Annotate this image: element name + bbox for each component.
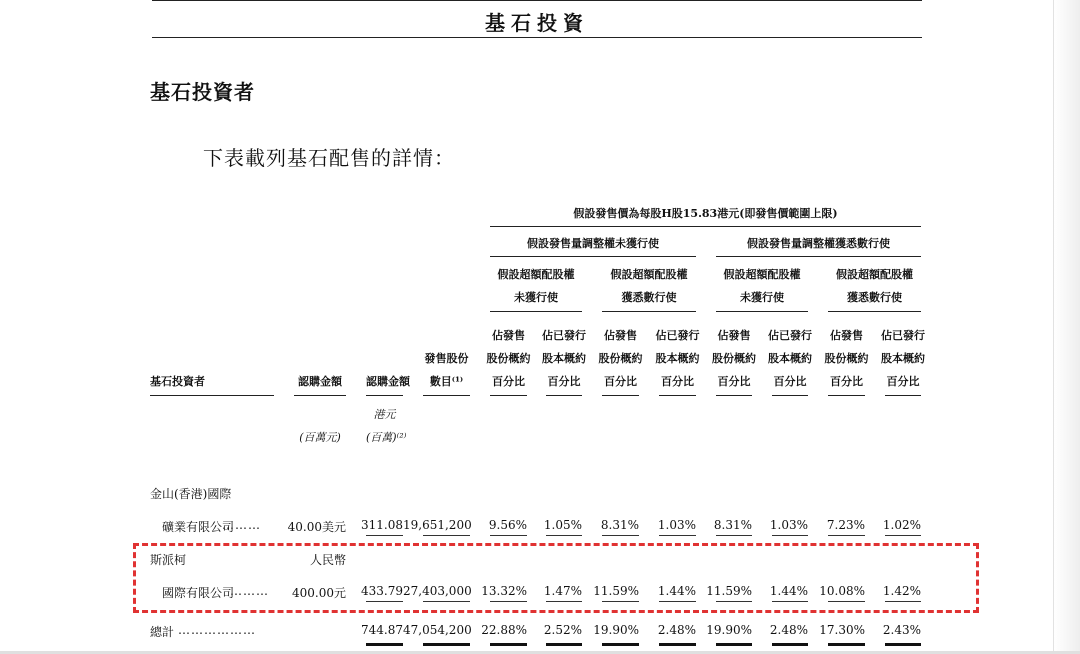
header-subscription-amount-rule bbox=[294, 395, 346, 396]
pct-header-6-rule bbox=[772, 395, 808, 396]
pct-header-5-line3: 百分比 bbox=[717, 375, 751, 388]
row1-amount: 40.00美元 bbox=[287, 520, 346, 534]
row2-value-2: 27,403,000 bbox=[403, 584, 472, 598]
pct-header-7-line2: 股份概約 bbox=[824, 352, 869, 365]
row1-value-3: 9.56% bbox=[488, 518, 527, 532]
row1-value-8: 1.03% bbox=[769, 518, 808, 532]
row1-value-4: 1.05% bbox=[543, 518, 582, 532]
total-total-bar-1 bbox=[366, 643, 403, 646]
row1-value-rule-2 bbox=[423, 535, 470, 536]
row2-name-line1: 斯派柯 bbox=[150, 553, 187, 567]
header-subscription-amount-hkd: 認購金額 bbox=[366, 375, 410, 388]
unit-hkd-line1: 港元 bbox=[373, 408, 396, 421]
row1-value-rule-8 bbox=[772, 535, 808, 536]
header-group-exercised: 假設發售量調整權獲悉數行使 bbox=[747, 237, 890, 250]
total-total-bar-3 bbox=[490, 643, 527, 646]
row2-value-7: 11.59% bbox=[706, 584, 752, 598]
subgroup-a2-line2: 獲悉數行使 bbox=[621, 291, 677, 304]
row1-value-rule-6 bbox=[659, 535, 696, 536]
subgroup-a1-line2: 未獲行使 bbox=[514, 291, 558, 304]
total-value-3: 22.88% bbox=[481, 623, 527, 637]
pct-header-1-line3: 百分比 bbox=[492, 375, 525, 388]
total-total-bar-10 bbox=[885, 643, 921, 646]
subgroup-b1-line1: 假設超額配股權 bbox=[723, 268, 801, 281]
page-header-title: 基石投資 bbox=[485, 11, 589, 35]
row1-value-5: 8.31% bbox=[600, 518, 639, 532]
subgroup-b2-line1: 假設超額配股權 bbox=[836, 268, 913, 281]
subgroup-b2-line2: 獲悉數行使 bbox=[847, 291, 902, 304]
subgroup-a2-line1: 假設超額配股權 bbox=[610, 268, 688, 281]
total-total-bar-4 bbox=[546, 643, 582, 646]
row2-value-10: 1.42% bbox=[882, 584, 921, 598]
total-total-bar-2 bbox=[423, 643, 470, 646]
subgroup-a1-rule bbox=[490, 311, 582, 312]
total-value-6: 2.48% bbox=[657, 623, 696, 637]
pct-header-1-line1: 佔發售 bbox=[492, 329, 525, 342]
header-group-exercised-rule bbox=[716, 256, 921, 257]
row1-value-10: 1.02% bbox=[882, 518, 921, 532]
pct-header-3-line2: 股份概約 bbox=[598, 352, 643, 365]
subgroup-b1-rule bbox=[716, 311, 808, 312]
header-group-unexercised-rule bbox=[490, 256, 696, 257]
header-investor-rule bbox=[150, 395, 274, 396]
pct-header-2-line3: 百分比 bbox=[547, 375, 581, 388]
total-value-8: 2.48% bbox=[769, 623, 808, 637]
total-value-2: 47,054,200 bbox=[403, 623, 472, 637]
total-label: 總計 bbox=[150, 625, 175, 639]
pct-header-4-line2: 股本概約 bbox=[655, 352, 700, 365]
total-total-bar-5 bbox=[602, 643, 639, 646]
pct-header-7-line3: 百分比 bbox=[830, 375, 863, 388]
pct-header-5-line2: 股份概約 bbox=[712, 352, 756, 365]
row1-name-line2: 礦業有限公司 bbox=[162, 520, 235, 534]
row1-value-7: 8.31% bbox=[713, 518, 752, 532]
pct-header-4-line3: 百分比 bbox=[661, 375, 694, 388]
header-offer-shares-line1: 發售股份 bbox=[424, 352, 469, 365]
pct-header-6-line3: 百分比 bbox=[773, 375, 807, 388]
header-top-rule bbox=[490, 226, 921, 227]
pct-header-6-line2: 股本概約 bbox=[768, 352, 812, 365]
scan-edge bbox=[1053, 0, 1080, 654]
header-subscription-amount: 認購金額 bbox=[298, 375, 342, 388]
subgroup-a1-line1: 假設超額配股權 bbox=[497, 268, 575, 281]
row1-value-rule-7 bbox=[716, 535, 752, 536]
intro-text: 下表載列基石配售的詳情： bbox=[203, 146, 455, 170]
row2-value-9: 10.08% bbox=[819, 584, 865, 598]
unit-millions: (百萬元) bbox=[299, 431, 341, 444]
row2-value-4: 1.47% bbox=[543, 584, 582, 598]
total-value-4: 2.52% bbox=[543, 623, 582, 637]
total-value-9: 17.30% bbox=[819, 623, 865, 637]
pct-header-2-line2: 股本概約 bbox=[542, 352, 586, 365]
pct-header-8-line1: 佔已發行 bbox=[881, 329, 925, 342]
row2-value-8: 1.44% bbox=[769, 584, 808, 598]
header-group-unexercised: 假設發售量調整權未獲行使 bbox=[527, 237, 659, 250]
pct-header-6-line1: 佔已發行 bbox=[768, 329, 812, 342]
pct-header-8-line2: 股本概約 bbox=[881, 352, 925, 365]
row1-value-rule-1 bbox=[366, 535, 403, 536]
subgroup-b1-line2: 未獲行使 bbox=[740, 291, 784, 304]
pct-header-2-rule bbox=[546, 395, 582, 396]
total-total-bar-6 bbox=[659, 643, 696, 646]
pct-header-8-line3: 百分比 bbox=[886, 375, 920, 388]
row1-value-2: 19,651,200 bbox=[403, 518, 472, 532]
total-dots: ……………… bbox=[178, 623, 256, 637]
highlight-box bbox=[133, 543, 979, 613]
row1-name-line1: 金山(香港)國際 bbox=[150, 487, 232, 501]
pct-header-5-rule bbox=[716, 395, 752, 396]
total-value-5: 19.90% bbox=[593, 623, 639, 637]
pct-header-1-line2: 股份概約 bbox=[486, 352, 531, 365]
subgroup-a2-rule bbox=[602, 311, 696, 312]
row2-amount-line1: 人民幣 bbox=[309, 553, 346, 567]
row1-value-rule-4 bbox=[546, 535, 582, 536]
row2-value-6: 1.44% bbox=[657, 584, 696, 598]
page-header bbox=[152, 0, 922, 38]
row1-value-6: 1.03% bbox=[657, 518, 696, 532]
pct-header-1-rule bbox=[490, 395, 527, 396]
total-value-7: 19.90% bbox=[706, 623, 752, 637]
row2-dots: ……… bbox=[230, 584, 269, 598]
row1-value-rule-5 bbox=[602, 535, 639, 536]
pct-header-4-line1: 佔已發行 bbox=[655, 329, 700, 342]
header-subscription-amount-hkd-rule bbox=[366, 395, 403, 396]
row2-amount-line2: 400.00元 bbox=[292, 586, 346, 600]
pct-header-2-line1: 佔已發行 bbox=[542, 329, 586, 342]
row2-value-3: 13.32% bbox=[481, 584, 527, 598]
unit-hkd-line2: (百萬)⁽²⁾ bbox=[366, 431, 407, 444]
total-total-bar-9 bbox=[828, 643, 865, 646]
pct-header-3-rule bbox=[602, 395, 639, 396]
pct-header-4-rule bbox=[659, 395, 696, 396]
row2-value-5: 11.59% bbox=[593, 584, 639, 598]
pct-header-8-rule bbox=[885, 395, 921, 396]
row1-value-rule-10 bbox=[885, 535, 921, 536]
subgroup-b2-rule bbox=[828, 311, 921, 312]
section-title: 基石投資者 bbox=[150, 80, 255, 104]
header-top: 假設發售價為每股H股15.83港元(即發售價範圍上限) bbox=[573, 207, 838, 220]
pct-header-3-line1: 佔發售 bbox=[604, 329, 637, 342]
row1-value-rule-3 bbox=[490, 535, 527, 536]
row2-value-1: 433.79 bbox=[361, 584, 403, 598]
pct-header-5-line1: 佔發售 bbox=[717, 329, 751, 342]
row2-name-line2: 國際有限公司 bbox=[162, 586, 235, 600]
total-total-bar-8 bbox=[772, 643, 808, 646]
row1-value-9: 7.23% bbox=[826, 518, 865, 532]
total-total-bar-7 bbox=[716, 643, 752, 646]
pct-header-7-rule bbox=[828, 395, 865, 396]
pct-header-3-line3: 百分比 bbox=[604, 375, 637, 388]
row1-value-rule-9 bbox=[828, 535, 865, 536]
header-investor: 基石投資者 bbox=[150, 375, 205, 388]
header-offer-shares-line2: 數目⁽¹⁾ bbox=[429, 375, 464, 388]
total-value-1: 744.87 bbox=[361, 623, 403, 637]
total-value-10: 2.43% bbox=[882, 623, 921, 637]
row1-dots: ……… bbox=[222, 518, 261, 532]
pct-header-7-line1: 佔發售 bbox=[830, 329, 863, 342]
row1-value-1: 311.08 bbox=[361, 518, 403, 532]
header-offer-shares-rule bbox=[423, 395, 470, 396]
